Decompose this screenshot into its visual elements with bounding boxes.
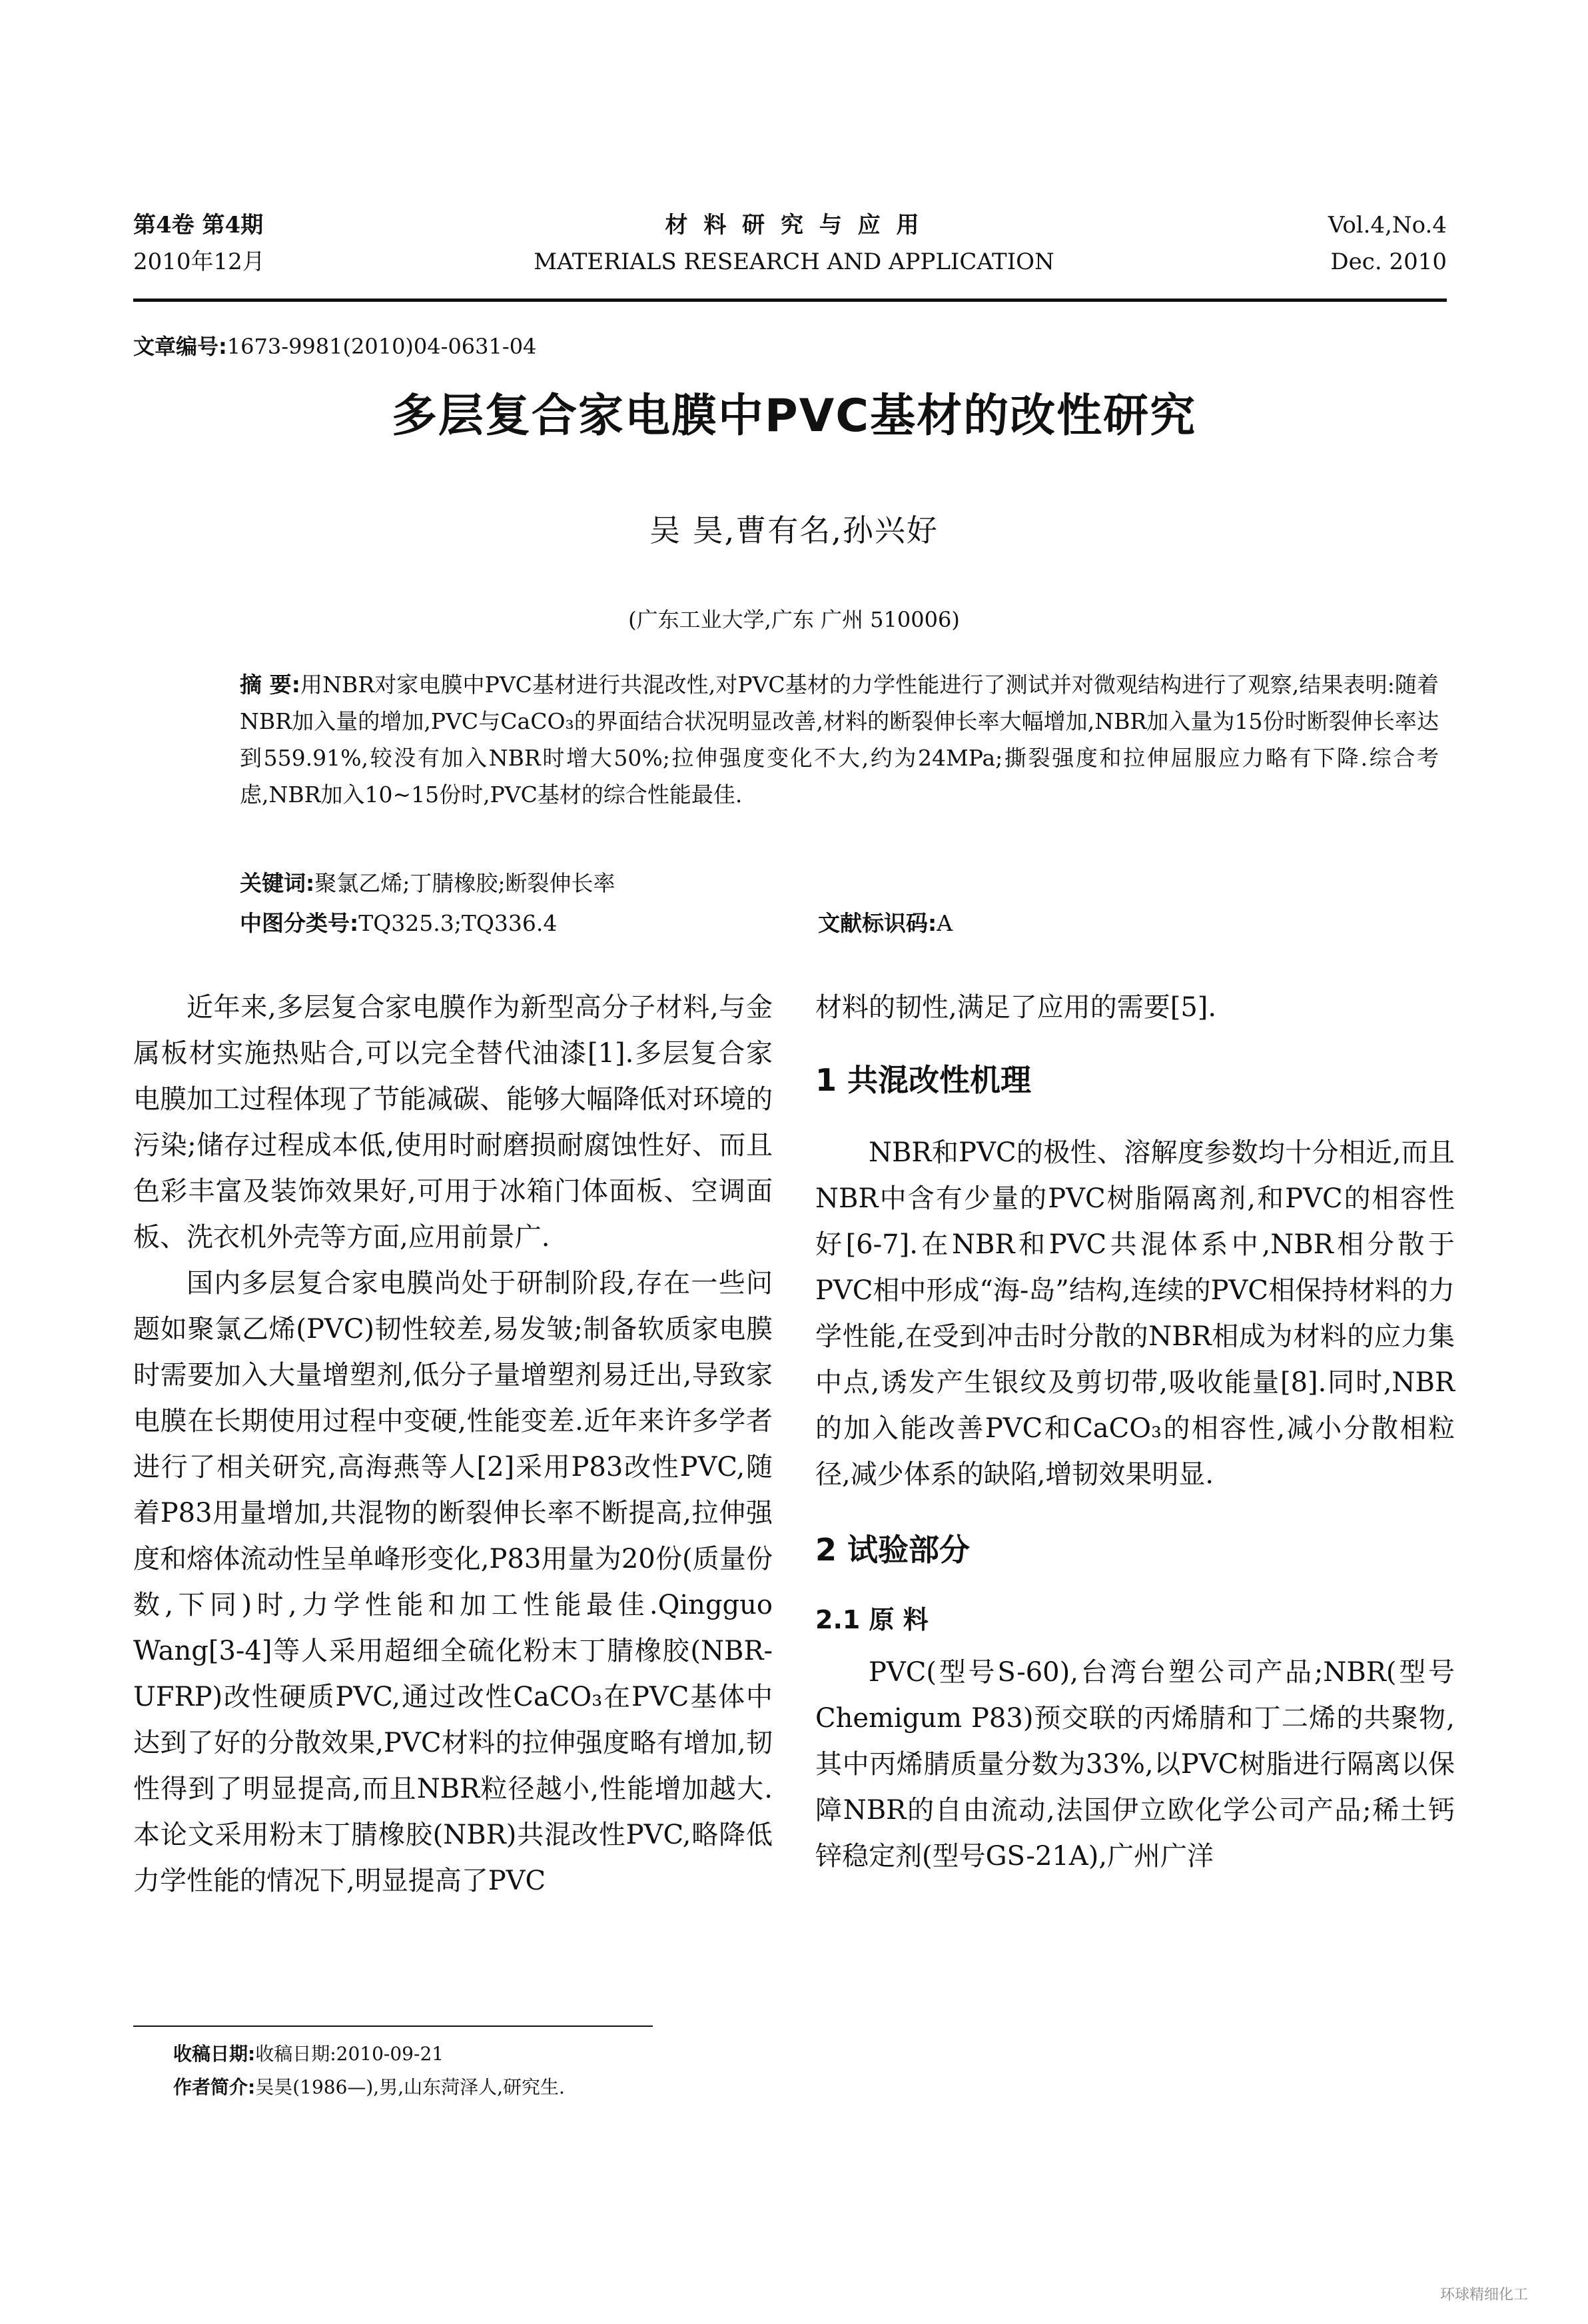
footnote-received: 收稿日期:收稿日期:2010-09-21 [173,2043,444,2065]
section-1-heading: 1 共混改性机理 [815,1062,1032,1098]
right-paragraph-0: 材料的韧性,满足了应用的需要[5]. [815,992,1217,1023]
header-journal-cn: 材 料 研 究 与 应 用 [665,212,923,239]
left-paragraph-1: 近年来,多层复合家电膜作为新型高分子材料,与金属板材实施热贴合,可以完全替代油漆[1].多层复合家电膜加工过程体现了节能减碳、能够大幅降低对环境的污染;储存过程成本低,使用时耐磨损耐腐蚀性好、而且色彩丰富及装饰效果好,可用于冰箱门体面板、空调面板、洗衣机外壳等方面,应用前景广. [133,992,773,1253]
header-vol-issue-cn: 第4卷 第4期 [133,212,264,239]
left-paragraph-2: 国内多层复合家电膜尚处于研制阶段,存在一些问题如聚氯乙烯(PVC)韧性较差,易发皱;制备软质家电膜时需要加入大量增塑剂,低分子量增塑剂易迁出,导致家电膜在长期使用过程中变硬,性能变差.近年来许多学者进行了相关研究,高海燕等人[2]采用P83改性PVC,随着P83用量增加,共混物的断裂伸长率不断提高,拉伸强度和熔体流动性呈单峰形变化,P83用量为20份(质量份数,下同)时,力学性能和加工性能最佳.Qingguo Wang[3-4]等人采用超细全硫化粉末丁腈橡胶(NBR-UFRP)改性硬质PVC,通过改性CaCO₃在PVC基体中达到了好的分散效果,PVC材料的拉伸强度略有增加,韧性得到了明显提高,而且NBR粒径越小,性能增加越大.本论文采用粉末丁腈橡胶(NBR)共混改性PVC,略降低力学性能的情况下,明显提高了PVC [133,1268,773,1896]
article-number: 文章编号:1673-9981(2010)04-0631-04 [133,334,537,359]
paper-title: 多层复合家电膜中PVC基材的改性研究 [391,390,1197,442]
paper-affiliation: (广东工业大学,广东 广州 510006) [628,607,960,632]
document-code: 文献标识码:A [818,910,953,936]
header-journal-en: MATERIALS RESEARCH AND APPLICATION [534,249,1054,275]
header-date-cn: 2010年12月 [133,249,265,275]
paper-authors: 吴 昊,曹有名,孙兴好 [649,512,939,548]
right-column [815,985,1455,1880]
section-2-1-heading: 2.1 原 料 [815,1605,929,1634]
section-2-heading: 2 试验部分 [815,1532,971,1568]
watermark: 环球精细化工 [1439,2287,1528,2303]
header-date-en: Dec. 2010 [1330,249,1447,275]
header-rule [133,298,1447,302]
classification-number: 中图分类号:TQ325.3;TQ336.4 [240,910,558,936]
left-column [133,985,773,1904]
right-paragraph-1: NBR和PVC的极性、溶解度参数均十分相近,而且NBR中含有少量的PVC树脂隔离剂,和PVC的相容性好[6-7].在NBR和PVC共混体系中,NBR相分散于PVC相中形成“海-岛”结构,连续的PVC相保持材料的力学性能,在受到冲击时分散的NBR相成为材料的应力集中点,诱发产生银纹及剪切带,吸收能量[8].同时,NBR的加入能改善PVC和CaCO₃的相容性,减小分散相粒径,减少体系的缺陷,增韧效果明显. [815,1137,1455,1490]
keywords: 关键词:聚氯乙烯;丁腈橡胶;断裂伸长率 [240,870,615,896]
abstract [240,666,1439,813]
right-paragraph-2: PVC(型号S-60),台湾台塑公司产品;NBR(型号Chemigum P83)预交联的丙烯腈和丁二烯的共聚物,其中丙烯腈质量分数为33%,以PVC树脂进行隔离以保障NBR的自由流动,法国伊立欧化学公司产品;稀土钙锌稳定剂(型号GS-21A),广州广洋 [815,1657,1455,1872]
abstract-label: 摘 要: [240,672,300,698]
abstract-text: 用NBR对家电膜中PVC基材进行共混改性,对PVC基材的力学性能进行了测试并对微观结构进行了观察,结果表明:随着NBR加入量的增加,PVC与CaCO₃的界面结合状况明显改善,材料的断裂伸长率大幅增加,NBR加入量为15份时断裂伸长率达到559.91%,较没有加入NBR时增大50%;拉伸强度变化不大,约为24MPa;撕裂强度和拉伸屈服应力略有下降.综合考虑,NBR加入10~15份时,PVC基材的综合性能最佳. [240,672,1439,808]
footnote-author: 作者简介:吴昊(1986—),男,山东菏泽人,研究生. [173,2076,565,2098]
header-vol-issue-en: Vol.4,No.4 [1328,212,1447,239]
footnote-rule [133,2026,653,2027]
